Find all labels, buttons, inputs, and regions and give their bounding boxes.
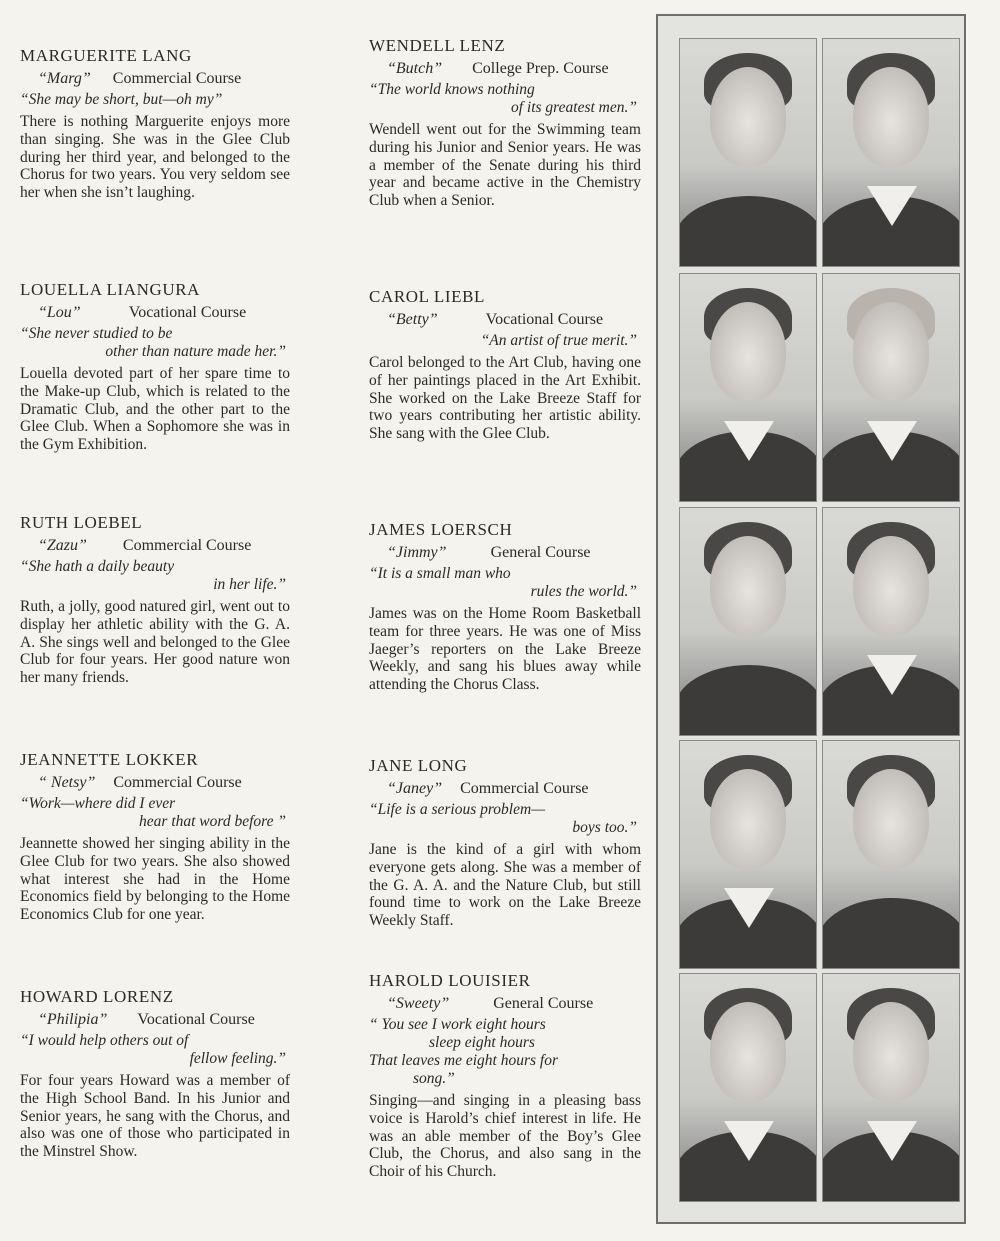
nickname: “Lou” <box>38 304 81 321</box>
nickname: “ Netsy” <box>38 774 96 791</box>
senior-name: JANE LONG <box>369 756 468 775</box>
nickname-course-line <box>369 543 641 563</box>
senior-entry <box>20 750 290 924</box>
senior-quote <box>20 795 290 831</box>
course: Vocational Course <box>485 311 604 328</box>
portrait-photo <box>679 38 817 267</box>
senior-bio: For four years Howard was a member of the High School Band. In his Junior and Senior years, he sang with the Chorus, and also was one of those who participated in the Minstrel Show. <box>20 1072 290 1161</box>
quote-line: “Work—where did I ever <box>20 795 176 812</box>
portrait-face <box>710 536 786 636</box>
portrait-photo <box>679 740 817 969</box>
course: Commercial Course <box>113 774 242 791</box>
senior-quote <box>20 91 290 109</box>
course: General Course <box>493 995 594 1012</box>
nickname: “Betty” <box>387 311 438 328</box>
portrait-face <box>710 67 786 167</box>
nickname: “Zazu” <box>38 537 87 554</box>
nickname-course-line <box>20 69 290 89</box>
portrait-photo <box>679 273 817 502</box>
portrait-face <box>853 302 929 402</box>
quote-line: other than nature made her.” <box>105 343 286 360</box>
senior-name: MARGUERITE LANG <box>20 46 192 65</box>
quote-line: song.” <box>413 1070 455 1087</box>
senior-name: HAROLD LOUISIER <box>369 971 531 990</box>
portrait-face <box>853 1002 929 1102</box>
portrait-photo <box>822 973 960 1202</box>
senior-bio: There is nothing Marguerite enjoys more than singing. She was in the Glee Club during her third year, and belonged to the Chorus for two years. You very seldom see her when she isn’t laughing. <box>20 113 290 202</box>
senior-quote <box>369 1016 641 1088</box>
portrait-photo <box>822 273 960 502</box>
nickname-course-line <box>20 1010 290 1030</box>
portrait-strip <box>656 14 966 1224</box>
quote-line: That leaves me eight hours for <box>369 1052 558 1069</box>
nickname-course-line <box>20 303 290 323</box>
senior-bio: Louella devoted part of her spare time to the Make-up Club, which is related to the Dramatic Club, and the other part to the Glee Club. When a Sophomore she was in the Gym Exhibition. <box>20 365 290 454</box>
senior-bio: Carol belonged to the Art Club, having one of her paintings placed in the Art Exhibit. She worked on the Lake Breeze Staff for two years contributing her artistic ability. She sang with the Glee Club. <box>369 354 641 443</box>
course: Commercial Course <box>122 537 252 554</box>
senior-quote <box>369 81 641 117</box>
portrait-face <box>710 302 786 402</box>
senior-name: HOWARD LORENZ <box>20 987 174 1006</box>
course: General Course <box>490 544 591 561</box>
course: College Prep. Course <box>472 60 609 77</box>
course: Commercial Course <box>112 70 242 87</box>
quote-line: “It is a small man who <box>369 565 511 582</box>
portrait-face <box>853 67 929 167</box>
senior-name: WENDELL LENZ <box>369 36 506 55</box>
nickname: “Sweety” <box>387 995 450 1012</box>
nickname-course-line <box>369 59 641 79</box>
senior-bio: Ruth, a jolly, good natured girl, went out to display her athletic ability with the G. A. A. She sings well and belonged to the Glee Club for four years. Her good nature won her many friends. <box>20 598 290 687</box>
portrait-photo <box>679 973 817 1202</box>
senior-quote <box>20 325 290 361</box>
senior-bio: Wendell went out for the Swimming team during his Junior and Senior years. He was a member of the Senate during his third year and became active in the Chemistry Club when a Senior. <box>369 121 641 210</box>
nickname: “Janey” <box>387 780 443 797</box>
senior-quote <box>369 801 641 837</box>
senior-entry <box>369 36 641 210</box>
portrait-face <box>710 769 786 869</box>
quote-line: “The world knows nothing <box>369 81 535 98</box>
portrait-clothing <box>679 665 817 736</box>
portrait-photo <box>822 38 960 267</box>
senior-bio: Singing—and singing in a pleasing bass voice is Harold’s chief interest in life. He was an able member of the Boy’s Glee Club, the Chorus, and also sang in the Choir of his Church. <box>369 1092 641 1181</box>
portrait-face <box>853 536 929 636</box>
portrait-face <box>853 769 929 869</box>
nickname: “Jimmy” <box>387 544 447 561</box>
quote-line: “She may be short, but—oh my” <box>20 91 223 108</box>
quote-line: “An artist of true merit.” <box>480 332 637 349</box>
course: Vocational Course <box>128 304 247 321</box>
senior-quote <box>20 558 290 594</box>
senior-bio: Jeannette showed her singing ability in the Glee Club for two years. She also showed what interest she had in the Home Economics field by belonging to the Home Economics Club for one year. <box>20 835 290 924</box>
senior-name: CAROL LIEBL <box>369 287 485 306</box>
senior-entry <box>369 756 641 930</box>
quote-line: hear that word before ” <box>139 813 286 830</box>
nickname: “Philipia” <box>38 1011 108 1028</box>
portrait-photo <box>822 740 960 969</box>
nickname: “Marg” <box>38 70 91 87</box>
senior-name: JAMES LOERSCH <box>369 520 513 539</box>
senior-entry <box>20 280 290 454</box>
quote-line: “She never studied to be <box>20 325 173 342</box>
course: Vocational Course <box>137 1011 255 1028</box>
senior-entry <box>369 520 641 694</box>
senior-quote <box>369 565 641 601</box>
senior-name: RUTH LOEBEL <box>20 513 143 532</box>
nickname-course-line <box>369 310 641 330</box>
portrait-clothing <box>822 898 960 969</box>
senior-entry <box>20 46 290 202</box>
nickname-course-line <box>20 536 290 556</box>
senior-bio: Jane is the kind of a girl with whom everyone gets along. She was a member of the G. A. A. and the Nature Club, but still found time to work on the Lake Breeze Weekly Staff. <box>369 841 641 930</box>
senior-quote <box>20 1032 290 1068</box>
nickname-course-line <box>369 994 641 1014</box>
quote-line: sleep eight hours <box>429 1034 535 1051</box>
portrait-face <box>710 1002 786 1102</box>
senior-quote <box>369 332 641 350</box>
quote-line: boys too.” <box>572 819 637 836</box>
quote-line: “Life is a serious problem— <box>369 801 545 818</box>
portrait-clothing <box>679 196 817 267</box>
portrait-photo <box>679 507 817 736</box>
quote-line: in her life.” <box>213 576 286 593</box>
quote-line: fellow feeling.” <box>189 1050 286 1067</box>
senior-entry <box>369 287 641 443</box>
quote-line: rules the world.” <box>530 583 637 600</box>
nickname: “Butch” <box>387 60 443 77</box>
nickname-course-line <box>369 779 641 799</box>
quote-line: “ You see I work eight hours <box>369 1016 546 1033</box>
senior-bio: James was on the Home Room Basketball team for three years. He was one of Miss Jaeger’s reporters on the Lake Breeze Weekly, and sang his blues away while attending the Chorus Class. <box>369 605 641 694</box>
senior-entry <box>20 987 290 1161</box>
senior-name: LOUELLA LIANGURA <box>20 280 201 299</box>
quote-line: “I would help others out of <box>20 1032 189 1049</box>
senior-entry <box>20 513 290 687</box>
quote-line: “She hath a daily beauty <box>20 558 175 575</box>
portrait-photo <box>822 507 960 736</box>
quote-line: of its greatest men.” <box>510 99 637 116</box>
course: Commercial Course <box>460 780 589 797</box>
senior-name: JEANNETTE LOKKER <box>20 750 199 769</box>
senior-entry <box>369 971 641 1181</box>
nickname-course-line <box>20 773 290 793</box>
